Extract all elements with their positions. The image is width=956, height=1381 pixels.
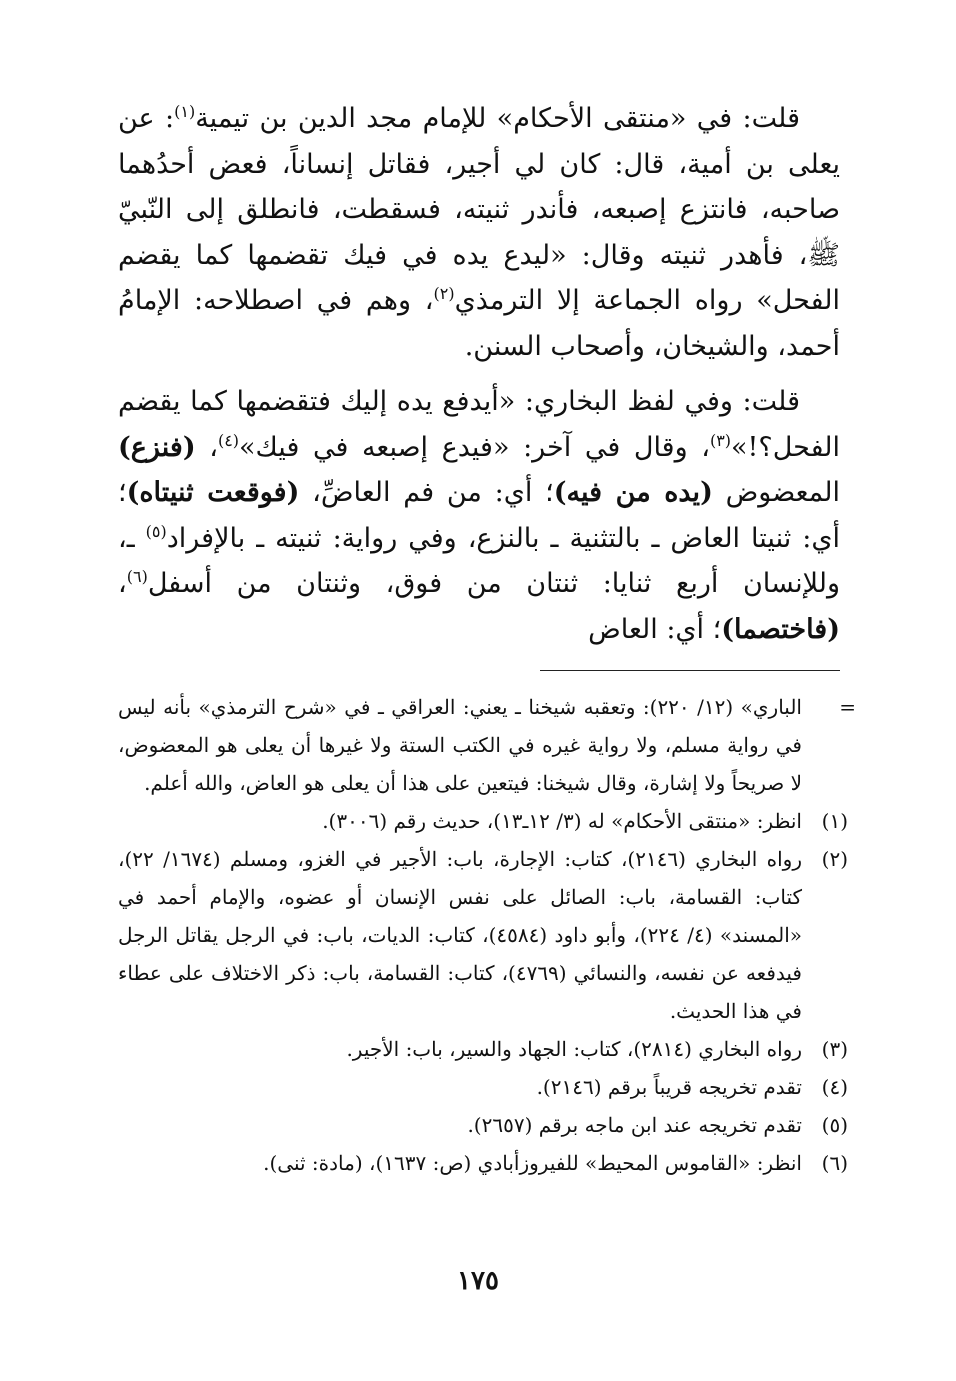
footnote-number: (٣): [821, 1037, 848, 1061]
footnote-ref-6[interactable]: (٦): [126, 567, 148, 586]
paragraph-1: [118, 96, 840, 369]
footnote-continuation: [118, 688, 856, 802]
p2-bold-3: (فوقعت ثنيتاه): [126, 477, 300, 508]
paragraph-2: [118, 379, 840, 652]
footnote-5: [118, 1106, 848, 1144]
p2-bold-2: (يده من فيه): [553, 477, 713, 508]
footnote-text: تقدم تخريجه قريباً برقم (٢١٤٦).: [536, 1075, 802, 1099]
footnote-ref-5[interactable]: (٥): [145, 521, 167, 541]
p1-text-b: : عن يعلى بن أمية، قال: كان لي أجير، فقاتل إنساناً، فعض أحدُهما صاحبه، فانتزع إصبعه، فأندر ثنيته، فسقطت، فانطلق إلى النّبيّ ﷺ، فأهدر ثنيته وقال: «ليدع يده في فيك تقضمها كما يقضم الفحل» رواه الجماعة إلا الترمذي: [118, 103, 840, 316]
footnote-ref-1[interactable]: (١): [174, 102, 196, 121]
footnote-2: [118, 840, 848, 1030]
p2-bold-1: (فنزع): [118, 431, 196, 463]
continuation-text: الباري» (١٢/ ٢٢٠): وتعقبه شيخنا ـ يعني: العراقي ـ في «شرح الترمذي» بأنه ليس في رواية مسلم، ولا رواية غيره في الكتب الستة ولا غيرها أن يعلى هو المعضوض، لا صريحاً ولا إشارة، وقال شيخنا: فيتعين على هذا أن يعلى هو العاض، والله أعلم.: [118, 695, 802, 795]
footnote-text: انظر: «منتقى الأحكام» له (٣/ ١٢ـ١٣)، حديث رقم (٣٠٠٦).: [322, 809, 802, 833]
p2-text-d: المعضوض: [712, 477, 840, 508]
p2-text-a: قلت: وفي لفظ البخاري: «أيدفع يده إليك فتقضمها كما يقضم الفحل؟!»: [118, 386, 840, 463]
p2-text-h: ،: [118, 568, 127, 599]
footnotes: [118, 688, 856, 1182]
footnote-text: انظر: «القاموس المحيط» للفيروزأبادي (ص: ١٦٣٧)، (مادة: ثنى).: [263, 1151, 802, 1175]
p1-text-c: ، وهم في اصطلاحه: الإمامُ أحمد، والشيخان، وأصحاب السنن.: [118, 285, 840, 362]
p2-text-e: ؛ أي: من فم العاضِّ،: [299, 477, 554, 508]
footnote-3: [118, 1030, 848, 1068]
footnote-separator: [540, 670, 840, 671]
footnote-text: رواه البخاري (٢١٤٦)، كتاب: الإجارة، باب: الأجير في الغزو، ومسلم (١٦٧٤/ ٢٢)، كتاب: القسامة، باب: الصائل على نفس الإنسان أو عضوه، والإمام أحمد في «المسند» (٤/ ٢٢٤)، وأبو داود (٤٥٨٤)، كتاب: الديات، باب: في الرجل يقاتل الرجل فيدفعه عن نفسه، والنسائي (٤٧٦٩)، كتاب: القسامة، باب: ذكر الاختلاف على عطاء في هذا الحديث.: [118, 847, 802, 1023]
page-number: ١٧٥: [457, 1266, 499, 1296]
p1-text-a: قلت: في «منتقى الأحكام» للإمام مجد الدين بن تيمية: [195, 103, 800, 134]
main-text: [118, 96, 840, 652]
p2-text-g: ـ، وللإنسان أربع ثنايا: ثنتان من فوق، وثنتان من أسفل: [118, 522, 840, 599]
footnote-ref-2[interactable]: (٢): [433, 284, 455, 303]
footnote-text: تقدم تخريجه عند ابن ماجه برقم (٢٦٥٧).: [467, 1113, 802, 1137]
footnote-ref-4[interactable]: (٤): [217, 430, 240, 450]
footnote-number: (٥): [821, 1113, 848, 1137]
p2-text-c: ،: [195, 431, 218, 463]
footnote-number: (٢): [821, 847, 848, 871]
p2-text-i: ؛ أي: العاض: [588, 613, 722, 645]
footnote-ref-3[interactable]: (٣): [709, 430, 732, 450]
continuation-mark: =: [839, 695, 856, 719]
p2-text-b: ، وقال في آخر: «فيدع إصبعه في فيك»: [239, 431, 710, 463]
footnote-number: (٤): [821, 1075, 848, 1099]
footnote-number: (٦): [821, 1151, 848, 1175]
p2-text-f: ؛ أي: ثنيتا العاض ـ بالتثنية ـ بالنزع، وفي رواية: ثنيته ـ بالإفراد: [118, 477, 840, 554]
footnote-6: [118, 1144, 848, 1182]
p2-bold-4: (فاختصما): [721, 613, 840, 645]
footnote-1: [118, 802, 848, 840]
footnote-text: رواه البخاري (٢٨١٤)، كتاب: الجهاد والسير، باب: الأجير.: [346, 1037, 802, 1061]
footnote-number: (١): [821, 809, 848, 833]
footnote-4: [118, 1068, 848, 1106]
